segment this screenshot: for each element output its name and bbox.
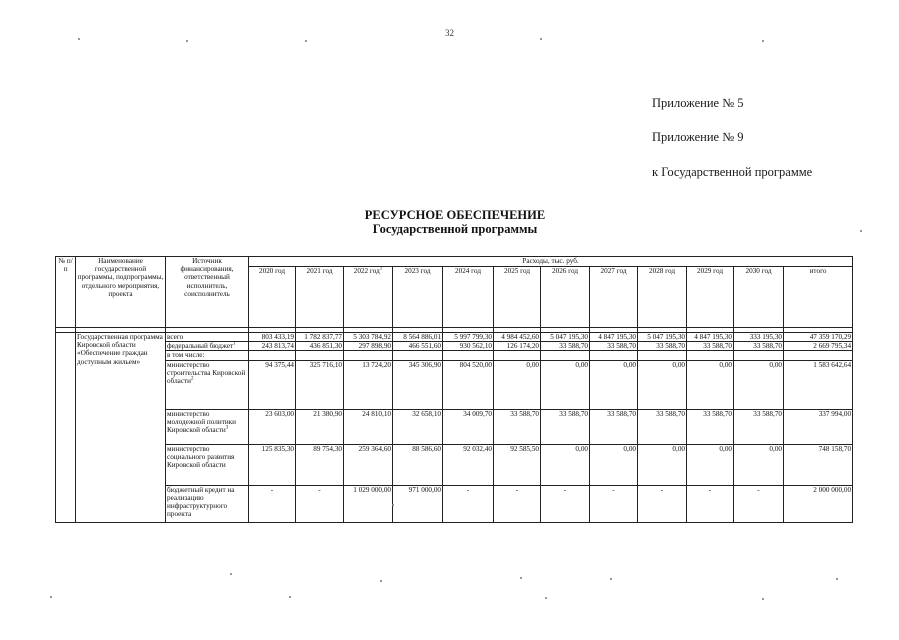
scan-speck <box>380 580 382 582</box>
value-cell: - <box>687 485 734 522</box>
header-year: 2026 год <box>541 267 590 328</box>
value-cell: 345 306,90 <box>393 360 443 409</box>
scan-speck <box>762 40 764 42</box>
scan-speck <box>78 38 80 40</box>
scan-speck <box>230 573 232 575</box>
value-cell <box>393 351 443 360</box>
value-cell: 803 433,19 <box>249 333 296 342</box>
value-cell: 748 158,70 <box>784 444 853 485</box>
header-year: 2024 год <box>443 267 494 328</box>
value-cell: 24 810,10 <box>344 409 393 444</box>
value-cell: 1 583 642,64 <box>784 360 853 409</box>
header-num: № п/п <box>56 257 76 328</box>
header-year: 2023 год <box>393 267 443 328</box>
value-cell: 971 000,00 <box>393 485 443 522</box>
value-cell: 0,00 <box>541 360 590 409</box>
value-cell: 88 586,60 <box>393 444 443 485</box>
value-cell: 0,00 <box>494 360 541 409</box>
header-year: 2025 год <box>494 267 541 328</box>
scan-speck <box>836 578 838 580</box>
value-cell: - <box>296 485 344 522</box>
value-cell: 33 588,70 <box>638 409 687 444</box>
value-cell: 4 847 195,30 <box>687 333 734 342</box>
value-cell: 125 835,30 <box>249 444 296 485</box>
value-cell: - <box>249 485 296 522</box>
header-expenses: Расходы, тыс. руб. <box>249 257 853 267</box>
value-cell: 0,00 <box>734 360 784 409</box>
value-cell: 21 380,90 <box>296 409 344 444</box>
value-cell: 47 359 170,29 <box>784 333 853 342</box>
value-cell: 0,00 <box>687 360 734 409</box>
resource-table <box>55 256 853 523</box>
value-cell <box>638 351 687 360</box>
value-cell <box>296 351 344 360</box>
source-cell: министерство социального развития Кировской области <box>166 444 249 485</box>
value-cell: 333 195,30 <box>734 333 784 342</box>
value-cell <box>541 351 590 360</box>
value-cell: 33 588,70 <box>590 342 638 351</box>
table-row <box>56 409 853 444</box>
value-cell: 34 009,70 <box>443 409 494 444</box>
table-row <box>56 485 853 522</box>
document-title: РЕСУРСНОЕ ОБЕСПЕЧЕНИЕ <box>364 208 546 222</box>
value-cell: 5 047 195,30 <box>638 333 687 342</box>
value-cell: 33 588,70 <box>687 409 734 444</box>
value-cell: 33 588,70 <box>638 342 687 351</box>
appendix-line-1: Приложение № 5 <box>652 96 744 110</box>
source-cell: бюджетный кредит на реализацию инфраструктурного проекта <box>166 485 249 522</box>
value-cell: - <box>590 485 638 522</box>
header-year: 2029 год <box>687 267 734 328</box>
value-cell: 5 997 799,30 <box>443 333 494 342</box>
value-cell: 94 375,44 <box>249 360 296 409</box>
value-cell: 33 588,70 <box>541 409 590 444</box>
scan-speck <box>392 504 394 506</box>
scan-speck <box>545 597 547 599</box>
header-year: 2020 год <box>249 267 296 328</box>
scan-speck <box>762 598 764 600</box>
value-cell: 0,00 <box>541 444 590 485</box>
scan-speck <box>289 596 291 598</box>
header-year: 2028 год <box>638 267 687 328</box>
footnote-marker: 1 <box>233 341 236 347</box>
source-cell: министерство строительства Кировской области$^2$ <box>166 360 249 409</box>
value-cell: 92 032,40 <box>443 444 494 485</box>
value-cell: 33 588,70 <box>541 342 590 351</box>
value-cell: - <box>638 485 687 522</box>
document-subtitle: Государственной программы <box>372 222 538 236</box>
page-number: 32 <box>445 28 454 38</box>
value-cell: 259 364,60 <box>344 444 393 485</box>
source-cell: в том числе: <box>166 351 249 360</box>
scan-speck <box>50 596 52 598</box>
scan-speck <box>860 230 862 232</box>
value-cell: - <box>443 485 494 522</box>
value-cell: 8 564 886,01 <box>393 333 443 342</box>
header-name: Наименование государственной программы, подпрограммы, отдельного мероприятия, проекта <box>76 257 166 328</box>
program-name-cell: Государственная программа Кировской области «Обеспечение граждан доступным жильем» <box>76 333 166 523</box>
value-cell: 436 851,30 <box>296 342 344 351</box>
value-cell <box>687 351 734 360</box>
value-cell: 32 658,10 <box>393 409 443 444</box>
value-cell: 13 724,20 <box>344 360 393 409</box>
header-year: 2021 год <box>296 267 344 328</box>
source-cell: министерство молодежной политики Кировской области$^3$ <box>166 409 249 444</box>
value-cell: 466 551,60 <box>393 342 443 351</box>
table-row <box>56 342 853 351</box>
table-row <box>56 351 853 360</box>
scan-speck <box>186 40 188 42</box>
value-cell <box>590 351 638 360</box>
value-cell: 2 000 000,00 <box>784 485 853 522</box>
scan-speck <box>305 40 307 42</box>
appendix-line-2: Приложение № 9 <box>652 130 744 144</box>
value-cell: 33 588,70 <box>734 409 784 444</box>
value-cell: 325 716,10 <box>296 360 344 409</box>
value-cell: 2 669 795,34 <box>784 342 853 351</box>
value-cell: 297 898,90 <box>344 342 393 351</box>
value-cell: 4 984 452,60 <box>494 333 541 342</box>
header-year: 2030 год <box>734 267 784 328</box>
value-cell: 0,00 <box>638 360 687 409</box>
value-cell: 0,00 <box>734 444 784 485</box>
header-year: 2027 год <box>590 267 638 328</box>
table-row <box>56 360 853 409</box>
table-row <box>56 444 853 485</box>
value-cell: - <box>494 485 541 522</box>
value-cell: 5 047 195,30 <box>541 333 590 342</box>
appendix-line-3: к Государственной программе <box>652 165 813 179</box>
value-cell: 4 847 195,30 <box>590 333 638 342</box>
row-number-cell <box>56 333 76 523</box>
value-cell: 33 588,70 <box>494 409 541 444</box>
value-cell: 1 029 000,00 <box>344 485 393 522</box>
scan-speck <box>520 577 522 579</box>
scan-speck <box>540 38 542 40</box>
value-cell: 804 520,00 <box>443 360 494 409</box>
footnote-marker: 2 <box>191 376 194 382</box>
scan-speck <box>610 578 612 580</box>
value-cell <box>443 351 494 360</box>
value-cell: 89 754,30 <box>296 444 344 485</box>
value-cell: 33 588,70 <box>734 342 784 351</box>
header-source: Источник финансирования, ответственный исполнитель, соисполнитель <box>166 257 249 328</box>
header-year: 2022 год$^1$ <box>344 267 393 328</box>
value-cell: 0,00 <box>590 360 638 409</box>
source-cell: федеральный бюджет$^1$ <box>166 342 249 351</box>
value-cell: 0,00 <box>638 444 687 485</box>
footnote-marker: 3 <box>225 425 229 431</box>
value-cell: 92 585,50 <box>494 444 541 485</box>
value-cell <box>494 351 541 360</box>
value-cell: - <box>541 485 590 522</box>
table-row <box>56 333 853 342</box>
value-cell <box>344 351 393 360</box>
footnote-marker: 1 <box>379 266 383 272</box>
value-cell: 1 782 837,77 <box>296 333 344 342</box>
header-year: итого <box>784 267 853 328</box>
value-cell <box>734 351 784 360</box>
value-cell <box>249 351 296 360</box>
value-cell: 930 562,10 <box>443 342 494 351</box>
value-cell: - <box>734 485 784 522</box>
value-cell <box>784 351 853 360</box>
value-cell: 0,00 <box>687 444 734 485</box>
value-cell: 243 813,74 <box>249 342 296 351</box>
value-cell: 126 174,20 <box>494 342 541 351</box>
value-cell: 33 588,70 <box>590 409 638 444</box>
value-cell: 0,00 <box>590 444 638 485</box>
source-cell: всего <box>166 333 249 342</box>
value-cell: 5 303 784,92 <box>344 333 393 342</box>
value-cell: 33 588,70 <box>687 342 734 351</box>
value-cell: 23 603,00 <box>249 409 296 444</box>
value-cell: 337 994,00 <box>784 409 853 444</box>
